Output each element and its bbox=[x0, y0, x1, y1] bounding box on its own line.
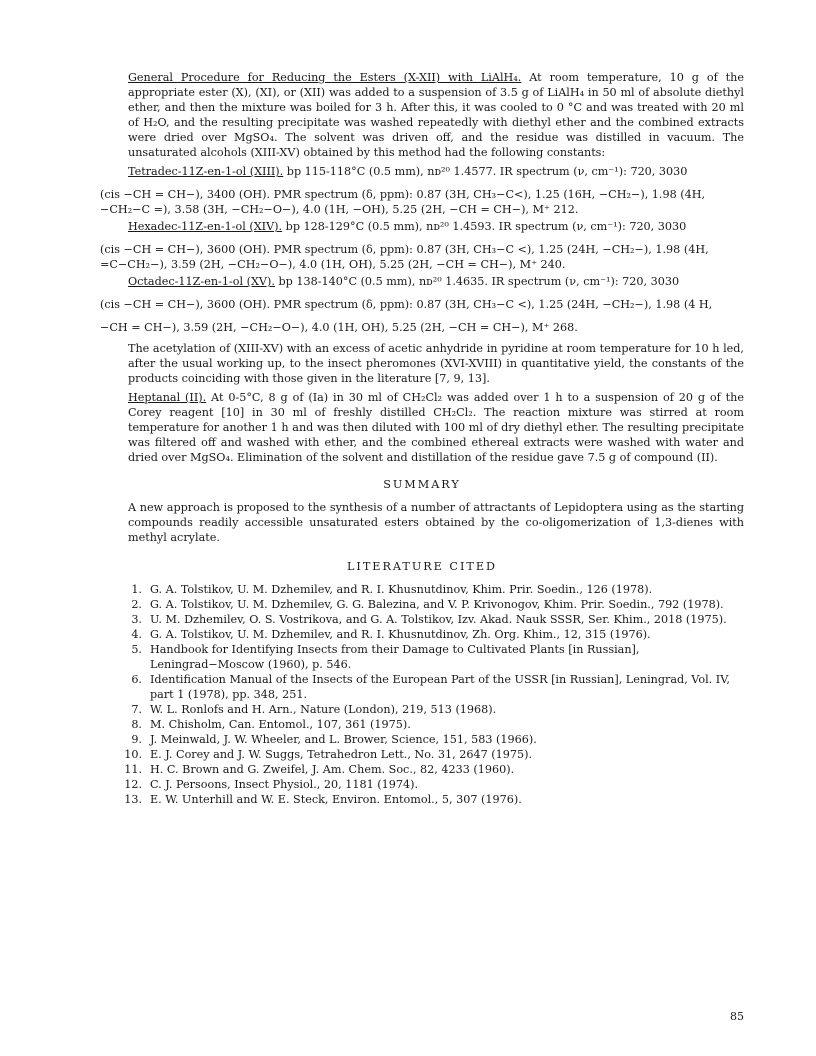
reference-number: 11. bbox=[124, 763, 142, 776]
reference-number: 7. bbox=[131, 703, 142, 716]
acetylation-paragraph: The acetylation of (XIII-XV) with an excess of acetic anhydride in pyridine at room temperature for 10 h led, after the usual working up, to the insect pheromones (XVI-XVIII) in quantitative yield, the constants of the products coinciding with those given in the literature [7, 9, 13]. bbox=[128, 342, 744, 385]
compound-xiv-block bbox=[100, 219, 744, 272]
reference-item bbox=[131, 582, 744, 597]
reference-text: C. J. Persoons, Insect Physiol., 20, 1181 (1974). bbox=[150, 778, 419, 791]
reference-item bbox=[124, 777, 744, 792]
literature-heading: LITERATURE CITED bbox=[347, 560, 497, 573]
compound-xv-line3: −CH = CH−), 3.59 (2H, −CH₂−O−), 4.0 (1H, OH), 5.25 (2H, −CH = CH−), M⁺ 268. bbox=[100, 321, 578, 334]
compound-xiii-line3: −CH₂−C =), 3.58 (3H, −CH₂−O−), 4.0 (1H, −OH), 5.25 (2H, −CH = CH−), M⁺ 212. bbox=[100, 203, 579, 216]
compound-xv-name: Octadec-11Z-en-1-ol (XV). bbox=[128, 275, 275, 288]
reference-number: 2. bbox=[131, 598, 142, 611]
reference-item bbox=[131, 642, 744, 672]
reference-text: E. W. Unterhill and W. E. Steck, Environ. Entomol., 5, 307 (1976). bbox=[150, 793, 522, 806]
compound-xiii-line1: bp 115-118°C (0.5 mm), nᴅ²⁰ 1.4577. IR spectrum (ν, cm⁻¹): 720, 3030 bbox=[283, 165, 688, 178]
compound-xiii-name: Tetradec-11Z-en-1-ol (XIII). bbox=[128, 165, 284, 178]
reference-text: G. A. Tolstikov, U. M. Dzhemilev, G. G. Balezina, and V. P. Krivonogov, Khim. Prir. Soedin., 792 (1978). bbox=[150, 598, 724, 611]
reference-item bbox=[131, 732, 744, 747]
reference-text: W. L. Ronlofs and H. Arn., Nature (London), 219, 513 (1968). bbox=[150, 703, 497, 716]
compound-xiii-block bbox=[100, 164, 744, 217]
reference-text: Identification Manual of the Insects of the European Part of the USSR [in Russian], Leningrad, Vol. IV, part 1 (1978), pp. 348, 251. bbox=[150, 673, 730, 701]
reference-item bbox=[131, 627, 744, 642]
reference-number: 12. bbox=[124, 778, 142, 791]
compound-xiv-name: Hexadec-11Z-en-1-ol (XIV). bbox=[128, 220, 283, 233]
reference-number: 13. bbox=[124, 793, 142, 806]
page-number: 85 bbox=[730, 1010, 744, 1023]
reference-text: Handbook for Identifying Insects from their Damage to Cultivated Plants [in Russian], Leningrad−Moscow (1960), p. 546. bbox=[150, 643, 640, 671]
reference-number: 9. bbox=[131, 733, 142, 746]
reference-number: 4. bbox=[131, 628, 142, 641]
compound-xv-line1: bp 138-140°C (0.5 mm), nᴅ²⁰ 1.4635. IR spectrum (ν, cm⁻¹): 720, 3030 bbox=[274, 275, 680, 288]
reference-text: G. A. Tolstikov, U. M. Dzhemilev, and R. I. Khusnutdinov, Khim. Prir. Soedin., 126 (1978). bbox=[150, 583, 653, 596]
reference-text: M. Chisholm, Can. Entomol., 107, 361 (1975). bbox=[150, 718, 411, 731]
reference-item bbox=[124, 747, 744, 762]
paper-page bbox=[100, 70, 744, 807]
compound-xiii-line2: (cis −CH = CH−), 3400 (OH). PMR spectrum (δ, ppm): 0.87 (3H, CH₃−C<), 1.25 (16H, −CH₂−), 1.98 (4H, bbox=[100, 188, 706, 201]
compound-xv-line2: (cis −CH = CH−), 3600 (OH). PMR spectrum (δ, ppm): 0.87 (3H, CH₃−C <), 1.25 (24H, −CH₂−), 1.98 (4 H, bbox=[100, 298, 713, 311]
compound-xiv-line1: bp 128-129°C (0.5 mm), nᴅ²⁰ 1.4593. IR spectrum (ν, cm⁻¹): 720, 3030 bbox=[282, 220, 687, 233]
heptanal-paragraph bbox=[100, 390, 744, 465]
reference-text: J. Meinwald, J. W. Wheeler, and L. Brower, Science, 151, 583 (1966). bbox=[150, 733, 537, 746]
reference-item bbox=[131, 612, 744, 627]
reference-item bbox=[124, 762, 744, 777]
reference-list bbox=[100, 582, 744, 807]
reference-number: 8. bbox=[131, 718, 142, 731]
reference-number: 5. bbox=[131, 643, 142, 656]
reference-item bbox=[124, 792, 744, 807]
compound-xiv-line3: =C−CH₂−), 3.59 (2H, −CH₂−O−), 4.0 (1H, OH), 5.25 (2H, −CH = CH−), M⁺ 240. bbox=[100, 258, 566, 271]
reference-number: 6. bbox=[131, 673, 142, 686]
reference-text: H. C. Brown and G. Zweifel, J. Am. Chem. Soc., 82, 4233 (1960). bbox=[150, 763, 515, 776]
reference-item bbox=[131, 597, 744, 612]
heptanal-body: At 0-5°C, 8 g of (Ia) in 30 ml of CH₂Cl₂ was added over 1 h to a suspension of 20 g of the Corey reagent [10] in 30 ml of freshly distilled CH₂Cl₂. The reaction mixture was stirred at room temperature for another 1 h and was then diluted with 100 ml of dry diethyl ether. The resulting precipitate was filtered off and washed with ether, and the combined ethereal extracts were washed with water and dried over MgSO₄. Elimination of the solvent and distillation of the residue gave 7.5 g of compound (II). bbox=[128, 391, 744, 464]
compound-xv-block bbox=[100, 274, 744, 335]
summary-heading: SUMMARY bbox=[383, 478, 461, 491]
summary-body: A new approach is proposed to the synthesis of a number of attractants of Lepidoptera using as the starting compounds readily accessible unsaturated esters obtained by the co-oligomerization of 1,3-dienes with methyl acrylate. bbox=[128, 501, 744, 544]
heptanal-heading: Heptanal (II). bbox=[128, 391, 207, 404]
reference-number: 10. bbox=[124, 748, 142, 761]
compound-xiv-line2: (cis −CH = CH−), 3600 (OH). PMR spectrum (δ, ppm): 0.87 (3H, CH₃−C <), 1.25 (24H, −CH₂−), 1.98 (4H, bbox=[100, 243, 709, 256]
reduction-procedure-body: At room temperature, 10 g of the appropriate ester (X), (XI), or (XII) was added to a suspension of 3.5 g of LiAlH₄ in 50 ml of absolute diethyl ether, and then the mixture was boiled for 3 h. After this, it was cooled to 0 °C and was treated with 20 ml of H₂O, and the resulting precipitate was washed repeatedly with diethyl ether and the combined extracts were dried over MgSO₄. The solvent was driven off, and the residue was distilled in vacuum. The unsaturated alcohols (XIII-XV) obtained by this method had the following constants: bbox=[128, 71, 745, 159]
reference-item bbox=[131, 672, 744, 702]
reference-number: 3. bbox=[131, 613, 142, 626]
reduction-procedure-heading: General Procedure for Reducing the Esters (X-XII) with LiAlH₄. bbox=[128, 71, 522, 84]
reference-text: U. M. Dzhemilev, O. S. Vostrikova, and G. A. Tolstikov, Izv. Akad. Nauk SSSR, Ser. Khim., 2018 (1975). bbox=[150, 613, 727, 626]
reference-number: 1. bbox=[131, 583, 142, 596]
reference-text: G. A. Tolstikov, U. M. Dzhemilev, and R. I. Khusnutdinov, Zh. Org. Khim., 12, 315 (1976). bbox=[150, 628, 651, 641]
reduction-procedure-paragraph bbox=[100, 70, 744, 160]
reference-item bbox=[131, 717, 744, 732]
reference-item bbox=[131, 702, 744, 717]
reference-text: E. J. Corey and J. W. Suggs, Tetrahedron Lett., No. 31, 2647 (1975). bbox=[150, 748, 533, 761]
